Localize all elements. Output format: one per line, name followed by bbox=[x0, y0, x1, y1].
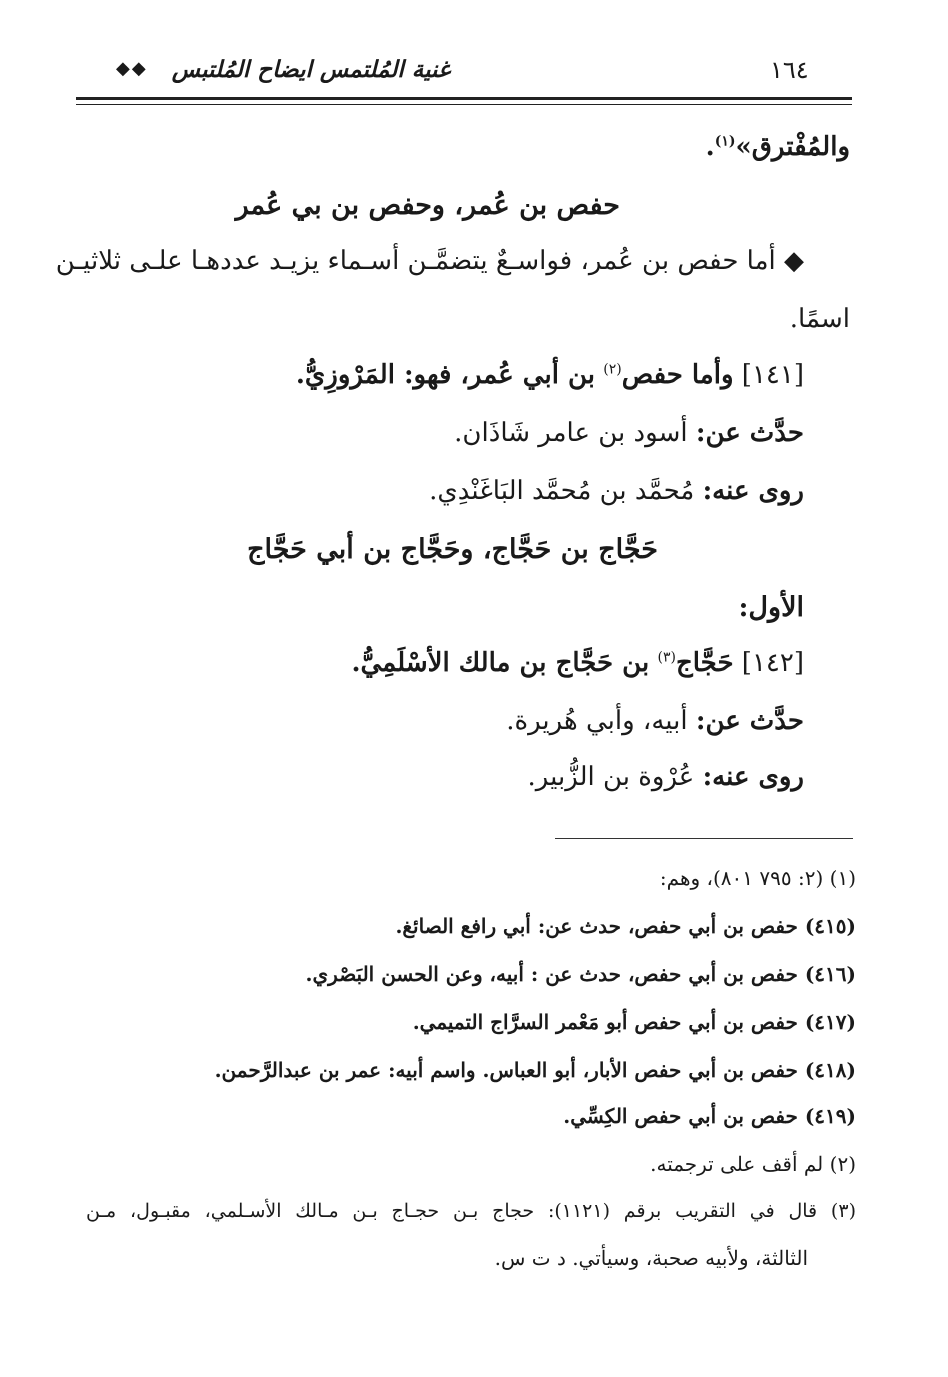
subheading-first: الأول: bbox=[738, 592, 804, 623]
footnote-2: (٢) لم أقف على ترجمته. bbox=[650, 1152, 856, 1176]
footnote-1-intro: (١) (٢: ٧٩٥ ٨٠١)، وهم: bbox=[659, 866, 856, 890]
footnote-1-item: (٤١٩) حفص بن أبي حفص الكِسِّي. bbox=[563, 1104, 856, 1128]
footnote-divider bbox=[555, 838, 853, 839]
section-heading-hafs: حفص بن عُمر، وحفص بن بي عُمر bbox=[235, 190, 620, 221]
footnote-1-item: (٤١٦) حفص بن أبي حفص، حدث عن : أبيه، وعن الحسن البَصْري. bbox=[305, 962, 856, 986]
footnote-1-item: (٤١٥) حفص بن أبي حفص، حدث عن: أبي رافع الصائغ. bbox=[395, 914, 856, 938]
entry-141-narrated-from: حدَّث عن: أسود بن عامر شَاذَان. bbox=[454, 418, 804, 448]
entry-142-narrated-by: روى عنه: عُرْوة بن الزُّبير. bbox=[527, 762, 804, 792]
paragraph-line-2: اسمًا. bbox=[789, 304, 850, 334]
field-label: حدَّث عن: bbox=[695, 706, 804, 736]
entry-number: [١٤١] bbox=[741, 360, 804, 390]
header-rule-thick bbox=[76, 97, 852, 100]
entry-142-title: [١٤٢] حَجَّاج$^{(٣)}$ بن حَجَّاج بن مالك الأسْلَمِيُّ. bbox=[351, 648, 804, 678]
paragraph-line-1: ◆ أما حفص بن عُمر، فواسـعٌ يتضمَّـن أسـماء يزيـد عددهـا علـى ثلاثيـن bbox=[55, 246, 804, 276]
entry-141-narrated-by: روى عنه: مُحمَّد بن مُحمَّد البَاغَنْدِي. bbox=[429, 476, 804, 506]
page-number: ١٦٤ bbox=[770, 56, 809, 84]
field-label: حدَّث عن: bbox=[695, 418, 804, 448]
entry-141-title: [١٤١] وأما حفص$^{(٢)}$ بن أبي عُمر، فهو: المَرْوزِيُّ. bbox=[295, 360, 804, 390]
header-ornament: ◆◆ bbox=[116, 58, 148, 79]
entry-number: [١٤٢] bbox=[741, 648, 804, 678]
field-label: روى عنه: bbox=[702, 762, 804, 792]
footnote-1-item: (٤١٧) حفص بن أبي حفص أبو مَعْمر السرَّاج التميمي. bbox=[412, 1010, 856, 1034]
footnote-3-line-1: (٣) قال في التقريب برقم (١١٢١): حجاج بـن حجـاج بـن مـالك الأسـلمي، مقبـول، مـن bbox=[86, 1200, 856, 1222]
section-heading-hajjaj: حَجَّاج بن حَجَّاج، وحَجَّاج بن أبي حَجَّاج bbox=[247, 534, 658, 565]
entry-142-narrated-from: حدَّث عن: أبيه، وأبي هُريرة. bbox=[506, 706, 804, 736]
footnote-ref: (٢) bbox=[603, 361, 622, 378]
header-rule-thin bbox=[76, 104, 852, 105]
footnote-ref: (١) bbox=[714, 133, 736, 150]
continuation-line: والمُفْترق»$^{(١)}$. bbox=[705, 132, 850, 162]
footnote-1-item: (٤١٨) حفص بن أبي حفص الأبار، أبو العباس. واسم أبيه: عمر بن عبدالرَّحمن. bbox=[214, 1058, 856, 1082]
running-title: غنية المُلتمس ايضاح المُلتبس bbox=[171, 56, 450, 83]
footnote-3-line-2: الثالثة، ولأبيه صحبة، وسيأتي. د ت س. bbox=[494, 1246, 808, 1270]
footnote-ref: (٣) bbox=[657, 649, 676, 666]
field-label: روى عنه: bbox=[702, 476, 804, 506]
